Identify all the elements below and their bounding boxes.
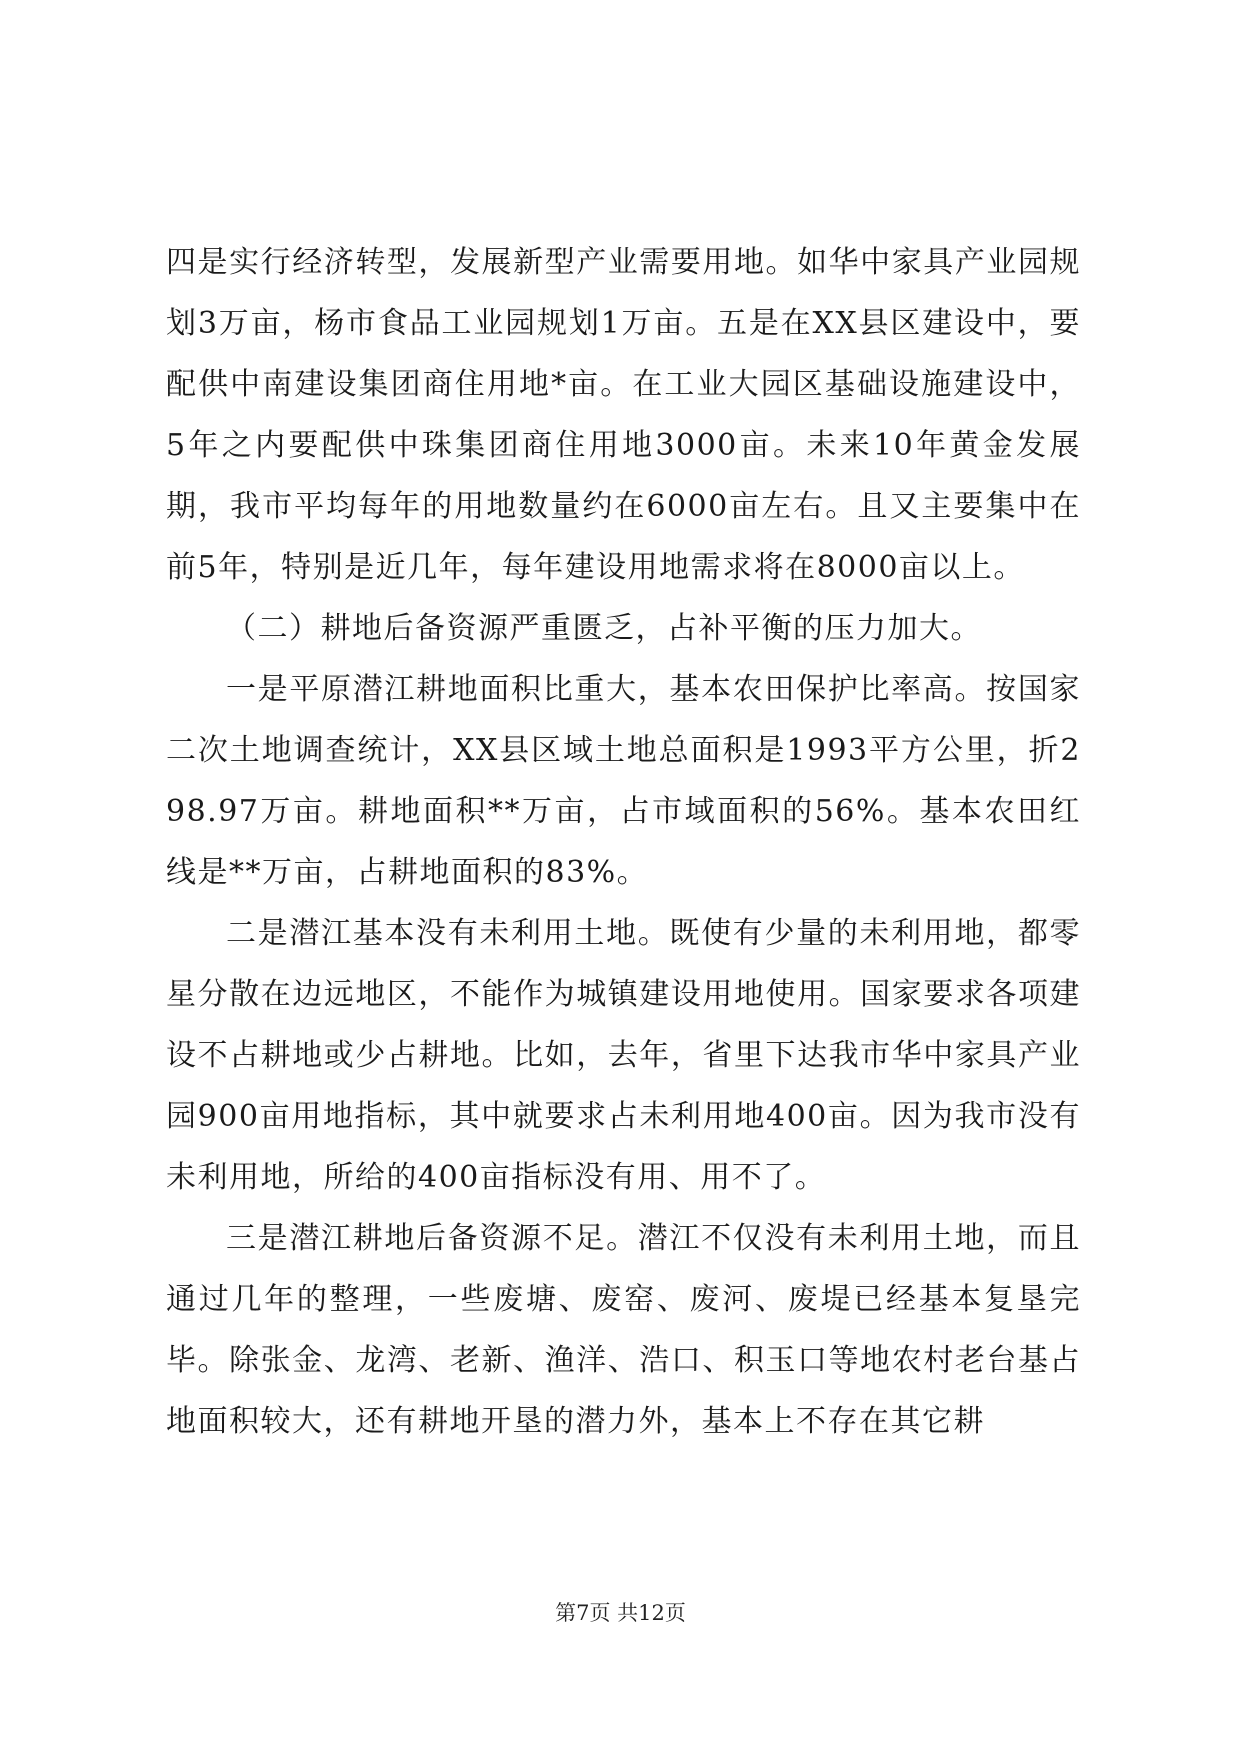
paragraph-point-two: 二是潜江基本没有未利用土地。既使有少量的未利用地，都零星分散在边远地区，不能作为城镇建设用地使用。国家要求各项建设不占耕地或少占耕地。比如，去年，省里下达我市华中家具产业园900亩用地指标，其中就要求占未利用地400亩。因为我市没有未利用地，所给的400亩指标没有用、用不了。 <box>166 916 1081 1195</box>
paragraph-point-three: 三是潜江耕地后备资源不足。潜江不仅没有未利用土地，而且通过几年的整理，一些废塘、废窑、废河、废堤已经基本复垦完毕。除张金、龙湾、老新、渔洋、浩口、积玉口等地农村老台基占地面积较大，还有耕地开垦的潜力外，基本上不存在其它耕 <box>166 1221 1081 1439</box>
section-heading-farmland-reserve: （二）耕地后备资源严重匮乏，占补平衡的压力加大。 <box>226 611 982 646</box>
page-number-footer: 第7页 共12页 <box>555 1601 686 1625</box>
paragraph-point-one: 一是平原潜江耕地面积比重大，基本农田保护比率高。按国家二次土地调查统计，XX县区域土地总面积是1993平方公里，折298.97万亩。耕地面积**万亩，占市域面积的56%。基本农田红线是**万亩，占耕地面积的83%。 <box>166 672 1081 890</box>
paragraph-land-demand: 四是实行经济转型，发展新型产业需要用地。如华中家具产业园规划3万亩，杨市食品工业园规划1万亩。五是在XX县区建设中，要配供中南建设集团商住用地*亩。在工业大园区基础设施建设中，5年之内要配供中珠集团商住用地3000亩。未来10年黄金发展期，我市平均每年的用地数量约在6000亩左右。且又主要集中在前5年，特别是近几年，每年建设用地需求将在8000亩以上。 <box>166 245 1081 585</box>
document-body <box>166 232 1081 1452</box>
